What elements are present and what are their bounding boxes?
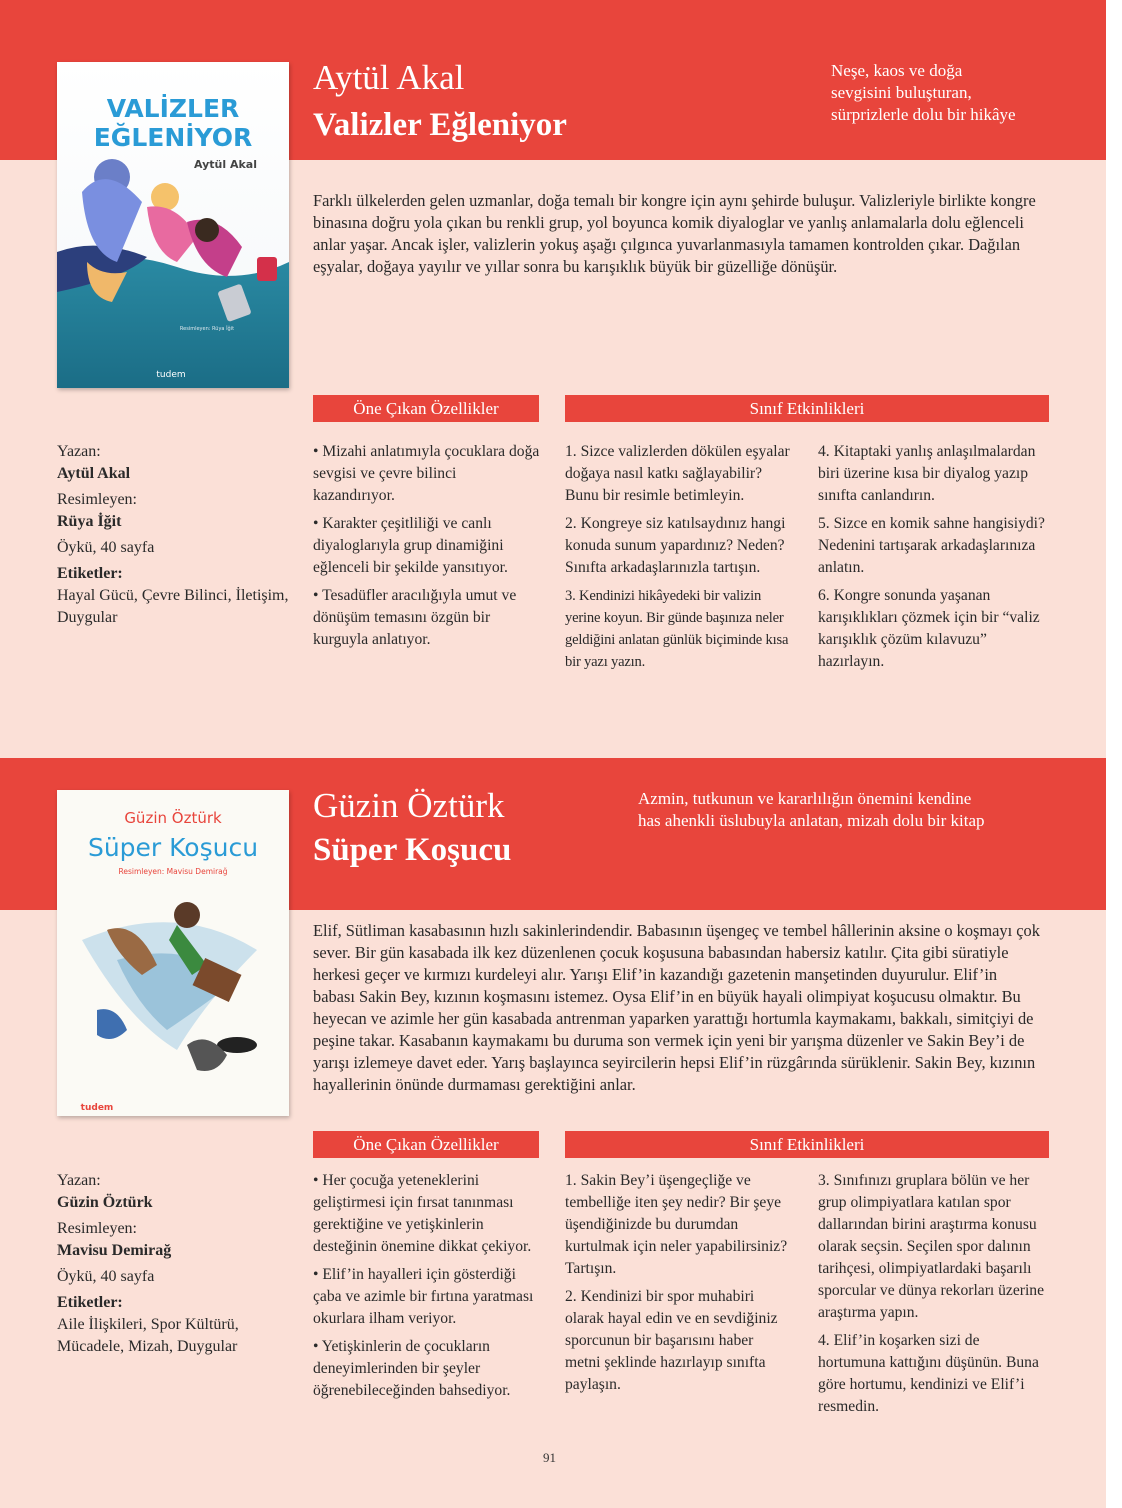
- feature-item: • Karakter çeşitliliği ve canlı diyaloglarıyla grup dinamiğini eğlenceli bir şekilde yansıtıyor.: [313, 515, 508, 576]
- activities-column-1: [565, 1170, 791, 1402]
- tags-list: Hayal Gücü, Çevre Bilinci, İletişim, Duygular: [57, 587, 289, 626]
- book-summary: Elif, Sütliman kasabasının hızlı sakinlerindendir. Babasının üşengeç ve tembel hâllerinin aksine o koşmayı çok sever. Bir gün kasabada ilk kez düzenlenen çocuk koşusuna babasından habersiz katılır. Çita gibi süratiyle herkesi geçer ve kırmızı kurdeleyi alır. Yarışı Elif’in kazandığı gazetenin manşetinden duyurulur. Elif’in babası Sakin Bey, kızının koşmasını istemez. Oysa Elif’in en büyük hayali olimpiyat koşucusu olmaktır. Bu heyecan ve azimle her gün kasabada antrenman yaparken yarattığı hortumla kaymakamı, bakkalı, simitçiyi de peşine takar. Kasabanın kaymakamı bu duruma son vermek için yeni bir yarışma düzenler ve Sakin Bey’i de yarışı izlemeye davet eder. Yarış başlayınca seyircilerin hepsi Elif’in rüzgârında sürüklenir. Sakin Bey, kızının hayallerinin önünde durmaması gerektiğini anlar.: [313, 921, 1040, 1094]
- activities-header: Sınıf Etkinlikleri: [565, 1131, 1049, 1158]
- activity-item: 3. Sınıfınızı gruplara bölün ve her grup olimpiyatlara katılan spor dallarından birini araştırma konusu olarak seçsin. Seçilen spor dalının tarihçesi, olimpiyatlardaki başarılı sporcular ve dünya rekorları üzerine araştırma yapın.: [818, 1172, 1045, 1321]
- cover-illustration: [57, 62, 289, 388]
- illustrator-label: Resimleyen:: [57, 491, 137, 508]
- cover-illustration: [57, 790, 289, 1116]
- book-meta: [57, 441, 297, 629]
- features-header: Öne Çıkan Özellikler: [313, 395, 539, 422]
- book-tagline: Azmin, tutkunun ve kararlılığın önemini kendine has ahenkli üslubuyla anlatan, mizah dolu bir kitap: [638, 789, 985, 830]
- tags-label: Etiketler:: [57, 1294, 123, 1311]
- writer-name: Aytül Akal: [57, 465, 131, 482]
- book-title-heading: Valizler Eğleniyor: [313, 107, 567, 143]
- features-list: [313, 1170, 541, 1408]
- feature-item: • Tesadüfler aracılığıyla umut ve dönüşüm temasını özgün bir kurguyla anlatıyor.: [313, 587, 517, 648]
- book-summary: Farklı ülkelerden gelen uzmanlar, doğa temalı bir kongre için aynı şehirde buluşur. Valizleriyle birlikte kongre binasına doğru yola çıkan bu renkli grup, yol boyunca komik diyaloglar ve yanlış anlamalarla dolu eğlenceli anlar yaşar. Ancak işler, valizlerin yokuş aşağı çılgınca yuvarlanmasıyla tamamen kontrolden çıkar. Dağılan eşyalar, doğaya yayılır ve yıllar sonra bu karışıklık büyük bir güzelliğe dönüşür.: [313, 191, 1036, 276]
- illustrator-label: Resimleyen:: [57, 1220, 137, 1237]
- book-title-heading: Süper Koşucu: [313, 832, 512, 868]
- book-meta: [57, 1170, 297, 1358]
- activity-item: 2. Kongreye siz katılsaydınız hangi konuda sunum yapardınız? Neden? Sınıfta arkadaşlarınızla tartışın.: [565, 515, 786, 576]
- activity-item: 2. Kendinizi bir spor muhabiri olarak hayal edin ve en sevdiğiniz sporcunun bir başarısını haber metni şeklinde hazırlayıp sınıfta paylaşın.: [565, 1288, 778, 1393]
- book-format: Öykü, 40 sayfa: [57, 539, 155, 556]
- activities-header: Sınıf Etkinlikleri: [565, 395, 1049, 422]
- book-format: Öykü, 40 sayfa: [57, 1268, 155, 1285]
- writer-label: Yazan:: [57, 1172, 101, 1189]
- features-list: [313, 441, 541, 657]
- cover-publisher: tudem: [156, 370, 186, 380]
- feature-item: • Mizahi anlatımıyla çocuklara doğa sevgisi ve çevre bilinci kazandırıyor.: [313, 443, 540, 504]
- activity-item: 1. Sizce valizlerden dökülen eşyalar doğaya nasıl katkı sağlayabilir? Bunu bir resimle betimleyin.: [565, 443, 790, 504]
- activity-item: 4. Elif’in koşarken sizi de hortumuna kattığını düşünün. Buna göre hortumu, kendinizi ve Elif’i resmedin.: [818, 1332, 1039, 1415]
- feature-item: • Elif’in hayalleri için gösterdiği çaba ve azimle bir fırtına yaratması okurlara ilham veriyor.: [313, 1266, 534, 1327]
- activity-item: 6. Kongre sonunda yaşanan karışıklıkları çözmek için bir “valiz karışıklık çözüm kılavuzu” hazırlayın.: [818, 587, 1040, 670]
- cover-title: Süper Koşucu: [87, 833, 259, 862]
- book-author-heading: Güzin Öztürk: [313, 786, 505, 825]
- book-cover: [57, 62, 289, 388]
- book-author-heading: Aytül Akal: [313, 58, 465, 97]
- activity-item: 1. Sakin Bey’i üşengeçliğe ve tembelliğe iten şey nedir? Bir şeye üşendiğinizde bu durumdan kurtulmak için neler yapabilirsiniz? Tartışın.: [565, 1172, 788, 1277]
- cover-author: Güzin Öztürk: [124, 809, 222, 827]
- writer-label: Yazan:: [57, 443, 101, 460]
- feature-item: • Yetişkinlerin de çocukların deneyimlerinden bir şeyler öğrenebileceğinden bahsediyor.: [313, 1338, 511, 1399]
- writer-name: Güzin Öztürk: [57, 1194, 153, 1211]
- book-tagline: Neşe, kaos ve doğa sevgisini buluşturan, sürprizlerle dolu bir hikâye: [831, 61, 1016, 124]
- activity-item: 3. Kendinizi hikâyedeki bir valizin yerine koyun. Bir günde başınıza neler geldiğini anlatan günlük biçiminde kısa bir yazı yazın.: [565, 588, 789, 670]
- cover-title-line2: EĞLENİYOR: [93, 123, 253, 152]
- tags-label: Etiketler:: [57, 565, 123, 582]
- activity-item: 5. Sizce en komik sahne hangisiydi? Nedenini tartışarak arkadaşlarınıza anlatın.: [818, 515, 1045, 576]
- illustrator-name: Rüya İğit: [57, 513, 122, 530]
- book-cover: [57, 790, 289, 1116]
- cover-publisher: tudem: [80, 1103, 114, 1113]
- tags-list: Aile İlişkileri, Spor Kültürü, Mücadele, Mizah, Duygular: [57, 1316, 239, 1355]
- features-header: Öne Çıkan Özellikler: [313, 1131, 539, 1158]
- activity-item: 4. Kitaptaki yanlış anlaşılmalardan biri üzerine kısa bir diyalog yazıp sınıfta canlandırın.: [818, 443, 1036, 504]
- activities-column-1: [565, 441, 791, 679]
- cover-author: Aytül Akal: [193, 158, 257, 171]
- cover-title-line1: VALİZLER: [106, 94, 240, 123]
- feature-item: • Her çocuğa yeteneklerini geliştirmesi için fırsat tanınması gerektiğine ve yetişkinlerin desteğinin önemine dikkat çekiyor.: [313, 1172, 532, 1255]
- cover-illustrator-credit: Resimleyen: Mavisu Demirağ: [118, 867, 228, 876]
- cover-illustrator-credit: Resimleyen: Rüya İğit: [179, 326, 235, 332]
- illustrator-name: Mavisu Demirağ: [57, 1242, 172, 1259]
- activities-column-2: [818, 441, 1050, 679]
- page-number: 91: [543, 1450, 556, 1465]
- activities-column-2: [818, 1170, 1050, 1424]
